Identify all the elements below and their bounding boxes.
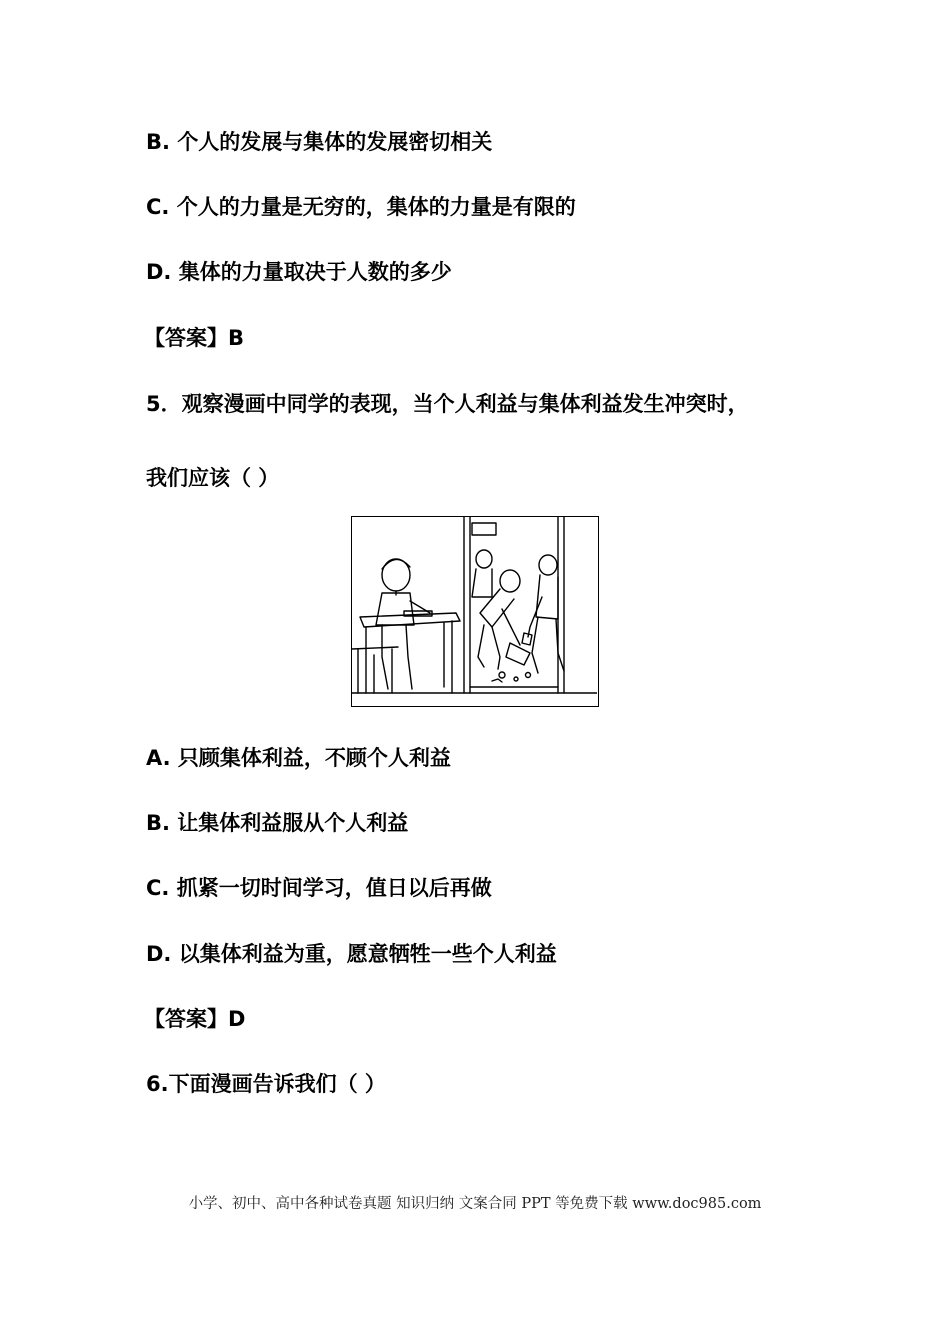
q5-option-d: D. 以集体利益为重，愿意牺牲一些个人利益 bbox=[146, 942, 557, 966]
q4-option-c: C. 个人的力量是无穷的，集体的力量是有限的 bbox=[146, 195, 576, 219]
q5-option-c: C. 抓紧一切时间学习，值日以后再做 bbox=[146, 876, 492, 900]
q4-answer: 【答案】B bbox=[144, 326, 245, 350]
cartoon-illustration bbox=[351, 516, 599, 707]
q4-option-b: B. 个人的发展与集体的发展密切相关 bbox=[146, 130, 493, 154]
page-footer: 小学、初中、高中各种试卷真题 知识归纳 文案合同 PPT 等免费下载 www.doc985.com bbox=[188, 1196, 762, 1212]
q5-option-b: B. 让集体利益服从个人利益 bbox=[146, 811, 409, 835]
q4-option-d: D. 集体的力量取决于人数的多少 bbox=[146, 260, 452, 284]
q6-stem: 6.下面漫画告诉我们（ ） bbox=[146, 1072, 386, 1096]
q5-stem-line1: 5．观察漫画中同学的表现，当个人利益与集体利益发生冲突时， bbox=[146, 392, 749, 416]
q5-stem-line2: 我们应该（ ） bbox=[146, 466, 280, 490]
q5-answer: 【答案】D bbox=[144, 1007, 246, 1031]
q5-option-a: A. 只顾集体利益，不顾个人利益 bbox=[146, 746, 451, 770]
